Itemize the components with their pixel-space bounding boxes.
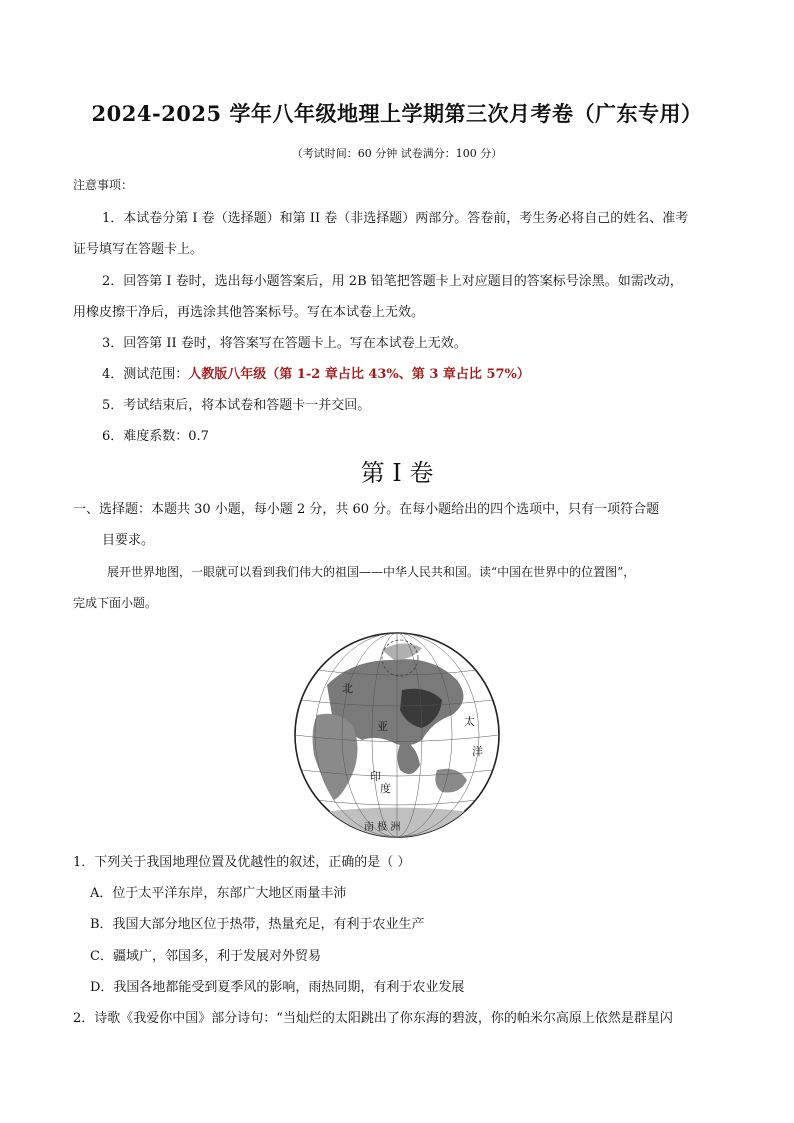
passage-line-2: 完成下面小题。 bbox=[73, 596, 158, 610]
exam-info: （考试时间：60 分钟 试卷满分：100 分） bbox=[291, 147, 503, 160]
test-scope: 人教版八年级（第 1-2 章占比 43%、第 3 章占比 57%） bbox=[188, 367, 530, 382]
note-4 bbox=[102, 363, 530, 382]
section-instructions-a: 一、选择题：本题共 30 小题，每小题 2 分，共 60 分。在每小题给出的四个选项中，只有一项符合题 bbox=[73, 502, 660, 517]
map-label-india: 印 bbox=[370, 770, 381, 783]
note-1a: 1．本试卷分第 I 卷（选择题）和第 II 卷（非选择题）两部分。答卷前，考生务必将自己的姓名、准考 bbox=[102, 211, 689, 226]
note-3: 3．回答第 II 卷时，将答案写在答题卡上。写在本试卷上无效。 bbox=[102, 336, 467, 351]
question-1-option-a[interactable]: A．位于太平洋东岸，东部广大地区雨量丰沛 bbox=[90, 886, 347, 901]
note-6: 6．难度系数：0.7 bbox=[102, 429, 209, 444]
page-title: 2024-2025 学年八年级地理上学期第三次月考卷（广东专用） bbox=[91, 101, 703, 126]
map-label-north: 北 bbox=[342, 682, 353, 695]
map-label-asia: 亚 bbox=[377, 720, 388, 733]
passage-line-1: 展开世界地图，一眼就可以看到我们伟大的祖国——中华人民共和国。读“中国在世界中的位置图”， bbox=[107, 565, 636, 579]
question-2-stem: 2．诗歌《我爱你中国》部分诗句：“当灿烂的太阳跳出了你东海的碧波，你的帕米尔高原上依然是群星闪 bbox=[73, 1011, 673, 1026]
note-1b: 证号填写在答题卡上。 bbox=[73, 242, 204, 257]
map-label-indian-ocean: 度 bbox=[380, 782, 391, 795]
section-instructions-b: 目要求。 bbox=[102, 533, 155, 548]
section-title: 第 I 卷 bbox=[360, 459, 434, 487]
question-1-option-c[interactable]: C．疆域广，邻国多，利于发展对外贸易 bbox=[90, 949, 321, 964]
question-1-option-b[interactable]: B．我国大部分地区位于热带，热量充足，有利于农业生产 bbox=[90, 917, 425, 932]
map-label-ocean: 洋 bbox=[472, 745, 483, 758]
globe-map bbox=[282, 630, 512, 840]
question-1-stem: 1．下列关于我国地理位置及优越性的叙述，正确的是（ ） bbox=[73, 855, 411, 870]
notes-heading: 注意事项： bbox=[73, 178, 134, 192]
note-5: 5．考试结束后，将本试卷和答题卡一并交回。 bbox=[102, 398, 371, 413]
question-1-option-d[interactable]: D．我国各地都能受到夏季风的影响，雨热同期，有利于农业发展 bbox=[90, 980, 465, 995]
note-4-prefix: 4．测试范围： bbox=[102, 367, 189, 382]
note-2a: 2．回答第 I 卷时，选出每小题答案后，用 2B 铅笔把答题卡上对应题目的答案标号涂黑。如需改动， bbox=[102, 274, 683, 289]
map-label-pacific: 太 bbox=[464, 715, 475, 728]
note-2b: 用橡皮擦干净后，再选涂其他答案标号。写在本试卷上无效。 bbox=[73, 305, 425, 320]
map-label-antarctica: 南 极 洲 bbox=[364, 822, 401, 833]
